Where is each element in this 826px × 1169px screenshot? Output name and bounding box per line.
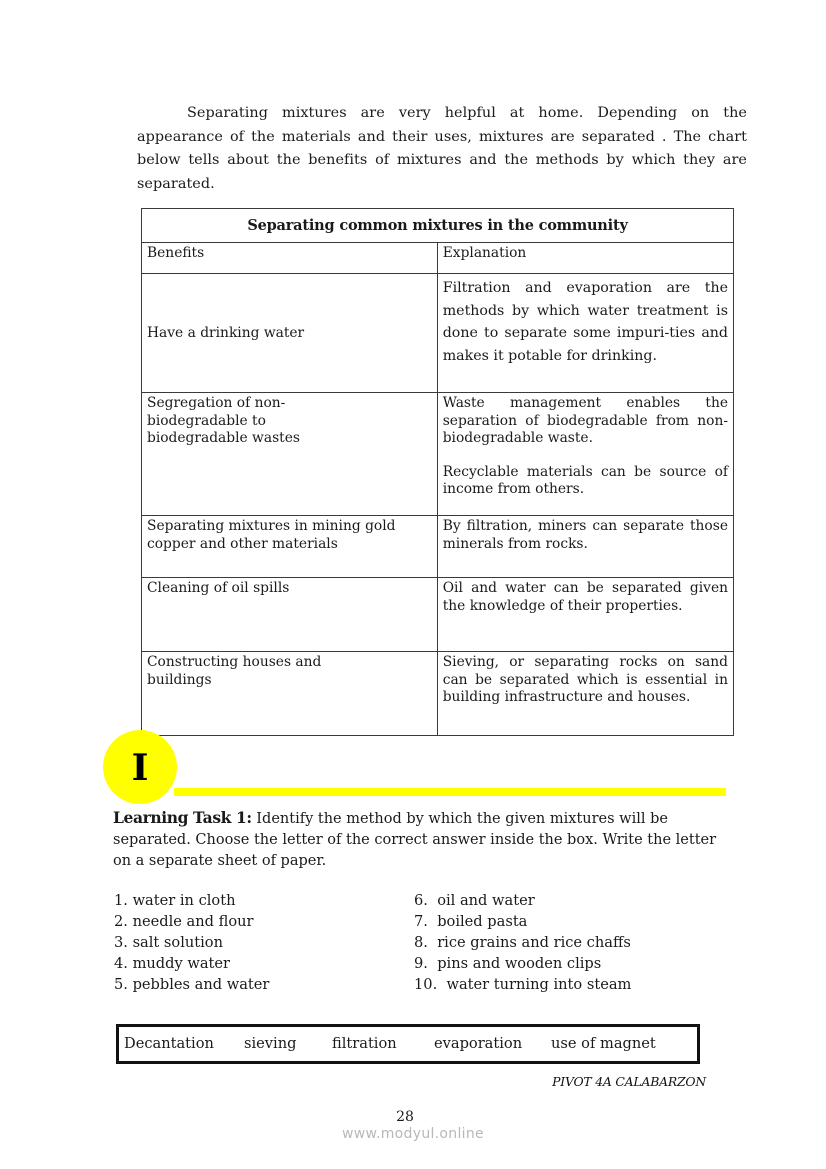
table-row xyxy=(142,274,734,393)
benefit-cell xyxy=(142,393,438,516)
choice-decantation: Decantation xyxy=(124,1035,214,1052)
items-list-left xyxy=(114,890,269,995)
benefit-cell xyxy=(142,652,438,736)
task-text: Identify the method by which the given mixtures will be separated. Choose the letter of the correct answer inside the box. Write the letter on a separate sheet of paper. xyxy=(113,811,717,869)
explanation-cell: Sieving, or separating rocks on sand can be separated which is essential in building infrastructure and houses. xyxy=(437,652,733,736)
choice-filtration: filtration xyxy=(332,1035,397,1052)
benefit-text: Segregation of non-biodegradable to biodegradable wastes xyxy=(147,395,300,446)
list-item: 3. salt solution xyxy=(114,934,223,951)
choice-sieving: sieving xyxy=(244,1035,297,1052)
watermark: www.modyul.online xyxy=(342,1126,484,1142)
benefit-text: Constructing houses and buildings xyxy=(147,654,322,688)
list-item: 6. oil and water xyxy=(414,892,535,909)
explanation-text: Waste management enables the separation of biodegradable from non-biodegradable waste. xyxy=(442,395,728,446)
table-row xyxy=(142,578,734,652)
header-explanation: Explanation xyxy=(437,243,733,274)
learning-task-instructions xyxy=(113,807,733,872)
section-divider xyxy=(174,788,726,796)
list-item: 1. water in cloth xyxy=(114,892,236,909)
explanation-cell: By filtration, miners can separate those minerals from rocks. xyxy=(437,516,733,578)
mixtures-table xyxy=(141,208,734,736)
list-item: 9. pins and wooden clips xyxy=(414,955,602,972)
benefit-cell: Separating mixtures in mining gold copper and other materials xyxy=(142,516,438,578)
list-item: 7. boiled pasta xyxy=(414,913,528,930)
list-item: 5. pebbles and water xyxy=(114,976,270,993)
table-row xyxy=(142,393,734,516)
list-item: 4. muddy water xyxy=(114,955,231,972)
benefit-cell: Have a drinking water xyxy=(142,274,438,393)
explanation-cell xyxy=(437,393,733,516)
section-badge-icon: I xyxy=(103,730,177,804)
intro-text: Separating mixtures are very helpful at home. Depending on the appearance of the materials and their uses, mixtures are separated . The chart below tells about the benefits of mixtures and the methods by which they are separated. xyxy=(137,105,747,192)
header-benefits: Benefits xyxy=(142,243,438,274)
page-number: 28 xyxy=(396,1109,414,1125)
explanation-cell: Oil and water can be separated given the knowledge of their properties. xyxy=(437,578,733,652)
footer-brand: PIVOT 4A CALABARZON xyxy=(552,1074,706,1089)
table-title: Separating common mixtures in the community xyxy=(142,209,734,243)
list-item: 10. water turning into steam xyxy=(414,976,632,993)
table-row xyxy=(142,516,734,578)
table-row xyxy=(142,652,734,736)
choice-evaporation: evaporation xyxy=(434,1035,523,1052)
explanation-cell: Filtration and evaporation are the methods by which water treatment is done to separate some impuri-ties and makes it potable for drinking. xyxy=(437,274,733,393)
explanation-text-2: Recyclable materials can be source of income from others. xyxy=(442,463,728,497)
answer-choices-box xyxy=(116,1024,700,1064)
list-item: 2. needle and flour xyxy=(114,913,254,930)
list-item: 8. rice grains and rice chaffs xyxy=(414,934,631,951)
choice-use-of-magnet: use of magnet xyxy=(551,1035,656,1052)
items-list-right xyxy=(414,890,631,995)
benefit-cell: Cleaning of oil spills xyxy=(142,578,438,652)
intro-paragraph xyxy=(137,102,747,196)
task-label: Learning Task 1: xyxy=(113,808,252,827)
